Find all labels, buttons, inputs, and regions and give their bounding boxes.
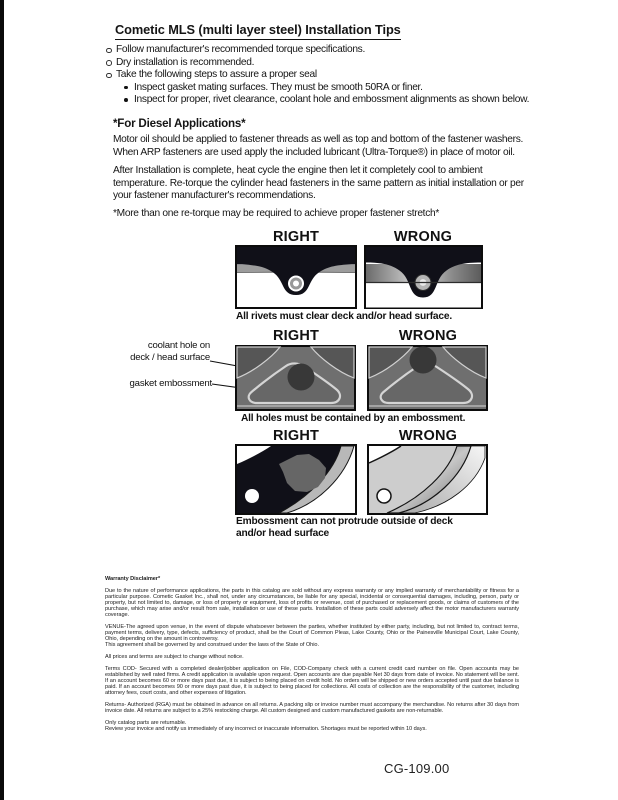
retorque-note: *More than one re-torque may be required to achieve proper fastener stretch* xyxy=(113,208,440,219)
catalog-parts-line: Only catalog parts are returnable. xyxy=(105,719,187,726)
rivet-clearance-wrong-diagram xyxy=(364,245,483,309)
circle-bullet-icon xyxy=(106,60,112,66)
bullet-item xyxy=(106,69,529,82)
prices-notice: All prices and terms are subject to change without notice. xyxy=(105,654,244,661)
circle-bullet-icon xyxy=(106,48,112,54)
bullet-item xyxy=(106,44,529,57)
diagram1-right-label: RIGHT xyxy=(272,229,320,245)
bullet-text: Dry installation is recommended. xyxy=(116,56,255,68)
venue-paragraph: VENUE-The agreed upon venue, in the event of dispute whatsoever between the parties, whether instituted by either party, including, but not limited to, contract terms, payment terms, delivery, type, defects, sufficiency of product, shall be the Court of Common Pleas, Lake County, Ohio or the Painesville Municipal Court, Lake County, Ohio, depending on the amount in controversy. xyxy=(105,623,519,643)
sub-bullet-item xyxy=(124,94,529,107)
bullet-text: Take the following steps to assure a proper seal xyxy=(116,69,317,80)
bolt-hole-icon xyxy=(377,489,391,503)
page-title: Cometic MLS (multi layer steel) Installation Tips xyxy=(115,22,401,40)
invoice-review-line: Review your invoice and notify us immediately of any incorrect or inaccurate information. Shortages must be reported within 10 days. xyxy=(105,725,427,732)
embossment-containment-wrong-diagram xyxy=(367,345,488,411)
embossment-protrusion-right-diagram xyxy=(235,444,357,515)
diagram1-wrong-label: WRONG xyxy=(393,229,453,245)
warranty-disclaimer-heading: Warranty Disclaimer* xyxy=(105,576,161,582)
diagram3-wrong-label: WRONG xyxy=(398,428,458,444)
terms-paragraph: Terms COD- Secured with a completed dealer/jobber application on File, COD-Company check with a current credit card number on file. Open accounts may be established by well rated firms. A credit application is available upon request. Open accounts are due payable Net 30 days from date of invoice. No statement will be sent. If an account becomes 60 or more days past due, it is subject to being placed on credit hold. No orders will be shipped or new orders accepted until past due balance is paid. If an account becomes 90 or more days past due, it is subject to being placed for collections. All costs of collection are the responsibility of the customer, including attorney fees, court costs, and other expenses of litigation. xyxy=(105,665,519,697)
page-code: CG-109.00 xyxy=(384,761,450,776)
diagram1-caption: All rivets must clear deck and/or head surface. xyxy=(236,311,452,322)
coolant-hole-callout-label: coolant hole on deck / head surface xyxy=(130,340,210,363)
sub-bullet-text: Inspect for proper, rivet clearance, coolant hole and embossment alignments as shown below. xyxy=(134,94,530,105)
scan-edge-line xyxy=(0,0,4,800)
warranty-paragraph: Due to the nature of performance applications, the parts in this catalog are sold without any express warranty or any implied warranty of merchantability or fitness for a particular purpose. Cometic Gasket Inc., shall not, under any circumstances, be liable for any special, incidental or consequential damages, including, person, party or property, but not limited to, damage, or loss of property or equipment, loss of profits or revenue, cost of purchased or replacement goods, or claims of customers of the purchase, which may arise and/or result from sale, installation or use of these parts. Installation of these parts could adversely affect the motor manufacturers warranty coverage. xyxy=(105,587,519,619)
legal-fine-print xyxy=(105,576,519,738)
sub-bullet-text: Inspect gasket mating surfaces. They must be smooth 50RA or finer. xyxy=(134,81,423,93)
diagram2-wrong-label: WRONG xyxy=(398,328,458,344)
install-tips-list xyxy=(106,44,529,107)
diesel-applications-heading: *For Diesel Applications* xyxy=(113,117,246,130)
diagram2-right-label: RIGHT xyxy=(272,328,320,344)
bullet-text: Follow manufacturer's recommended torque specifications. xyxy=(116,44,366,55)
dot-bullet-icon xyxy=(124,86,128,90)
bullet-item xyxy=(106,57,529,70)
coolant-hole-icon xyxy=(288,364,315,391)
diesel-paragraph-2: After Installation is complete, heat cycle the engine then let it completely cool to ambient temperature. Re-torque the cylinder head fasteners in the same pattern as initial installation or per your fastener manufacturer's recommendations. xyxy=(113,165,524,202)
rivet-clearance-right-diagram xyxy=(235,245,357,309)
diesel-paragraph-1: Motor oil should be applied to fastener threads as well as top and bottom of the fastener washers. When ARP fasteners are used apply the included lubricant (Ultra-Torque®) in place of motor oil. xyxy=(113,134,524,158)
embossment-containment-right-diagram xyxy=(235,345,356,411)
returns-paragraph: Returns- Authorized (RGA) must be obtained in advance on all returns. A packing slip or invoice number must accompany the merchandise. No returns after 30 days from invoice date. All returns are subject to a 25% restocking charge. All custom designed and custom manufactured gaskets are non-returnable. xyxy=(105,702,519,715)
dot-bullet-icon xyxy=(124,98,128,102)
gasket-embossment-callout-label: gasket embossment xyxy=(129,378,212,389)
diagram2-caption: All holes must be contained by an embossment. xyxy=(241,413,466,424)
diagram3-right-label: RIGHT xyxy=(272,428,320,444)
sub-bullet-item xyxy=(124,82,529,95)
diagram3-caption: Embossment can not protrude outside of deck and/or head surface xyxy=(236,516,453,539)
embossment-protrusion-wrong-diagram xyxy=(367,444,488,515)
circle-bullet-icon xyxy=(106,73,112,79)
coolant-hole-icon xyxy=(410,347,437,374)
governing-law-line: This agreement shall be governed by and construed under the laws of the State of Ohio. xyxy=(105,642,319,649)
bolt-hole-icon xyxy=(245,489,259,503)
